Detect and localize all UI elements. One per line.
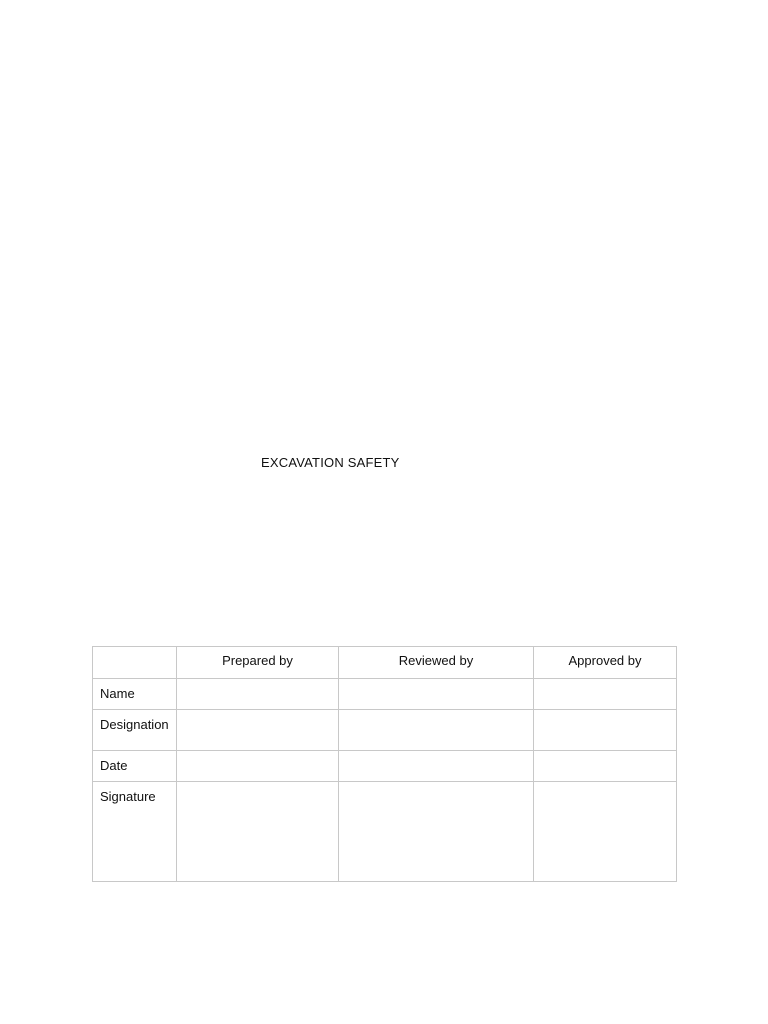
header-corner-cell bbox=[93, 647, 177, 679]
document-title: EXCAVATION SAFETY bbox=[261, 455, 400, 470]
date-approved-cell bbox=[534, 751, 677, 782]
name-prepared-cell bbox=[177, 679, 339, 710]
designation-approved-cell bbox=[534, 710, 677, 751]
designation-prepared-cell bbox=[177, 710, 339, 751]
table-row-name bbox=[93, 679, 677, 710]
table-row-date bbox=[93, 751, 677, 782]
signature-prepared-cell bbox=[177, 782, 339, 882]
approval-table bbox=[92, 646, 677, 882]
designation-reviewed-cell bbox=[339, 710, 534, 751]
table-row-designation bbox=[93, 710, 677, 751]
table-row-signature bbox=[93, 782, 677, 882]
name-approved-cell bbox=[534, 679, 677, 710]
header-approved-by: Approved by bbox=[534, 647, 677, 679]
header-row bbox=[93, 647, 677, 679]
row-label-signature: Signature bbox=[93, 782, 177, 882]
date-prepared-cell bbox=[177, 751, 339, 782]
name-reviewed-cell bbox=[339, 679, 534, 710]
signature-approved-cell bbox=[534, 782, 677, 882]
row-label-date: Date bbox=[93, 751, 177, 782]
date-reviewed-cell bbox=[339, 751, 534, 782]
header-prepared-by: Prepared by bbox=[177, 647, 339, 679]
row-label-designation: Designation bbox=[93, 710, 177, 751]
signature-reviewed-cell bbox=[339, 782, 534, 882]
header-reviewed-by: Reviewed by bbox=[339, 647, 534, 679]
row-label-name: Name bbox=[93, 679, 177, 710]
